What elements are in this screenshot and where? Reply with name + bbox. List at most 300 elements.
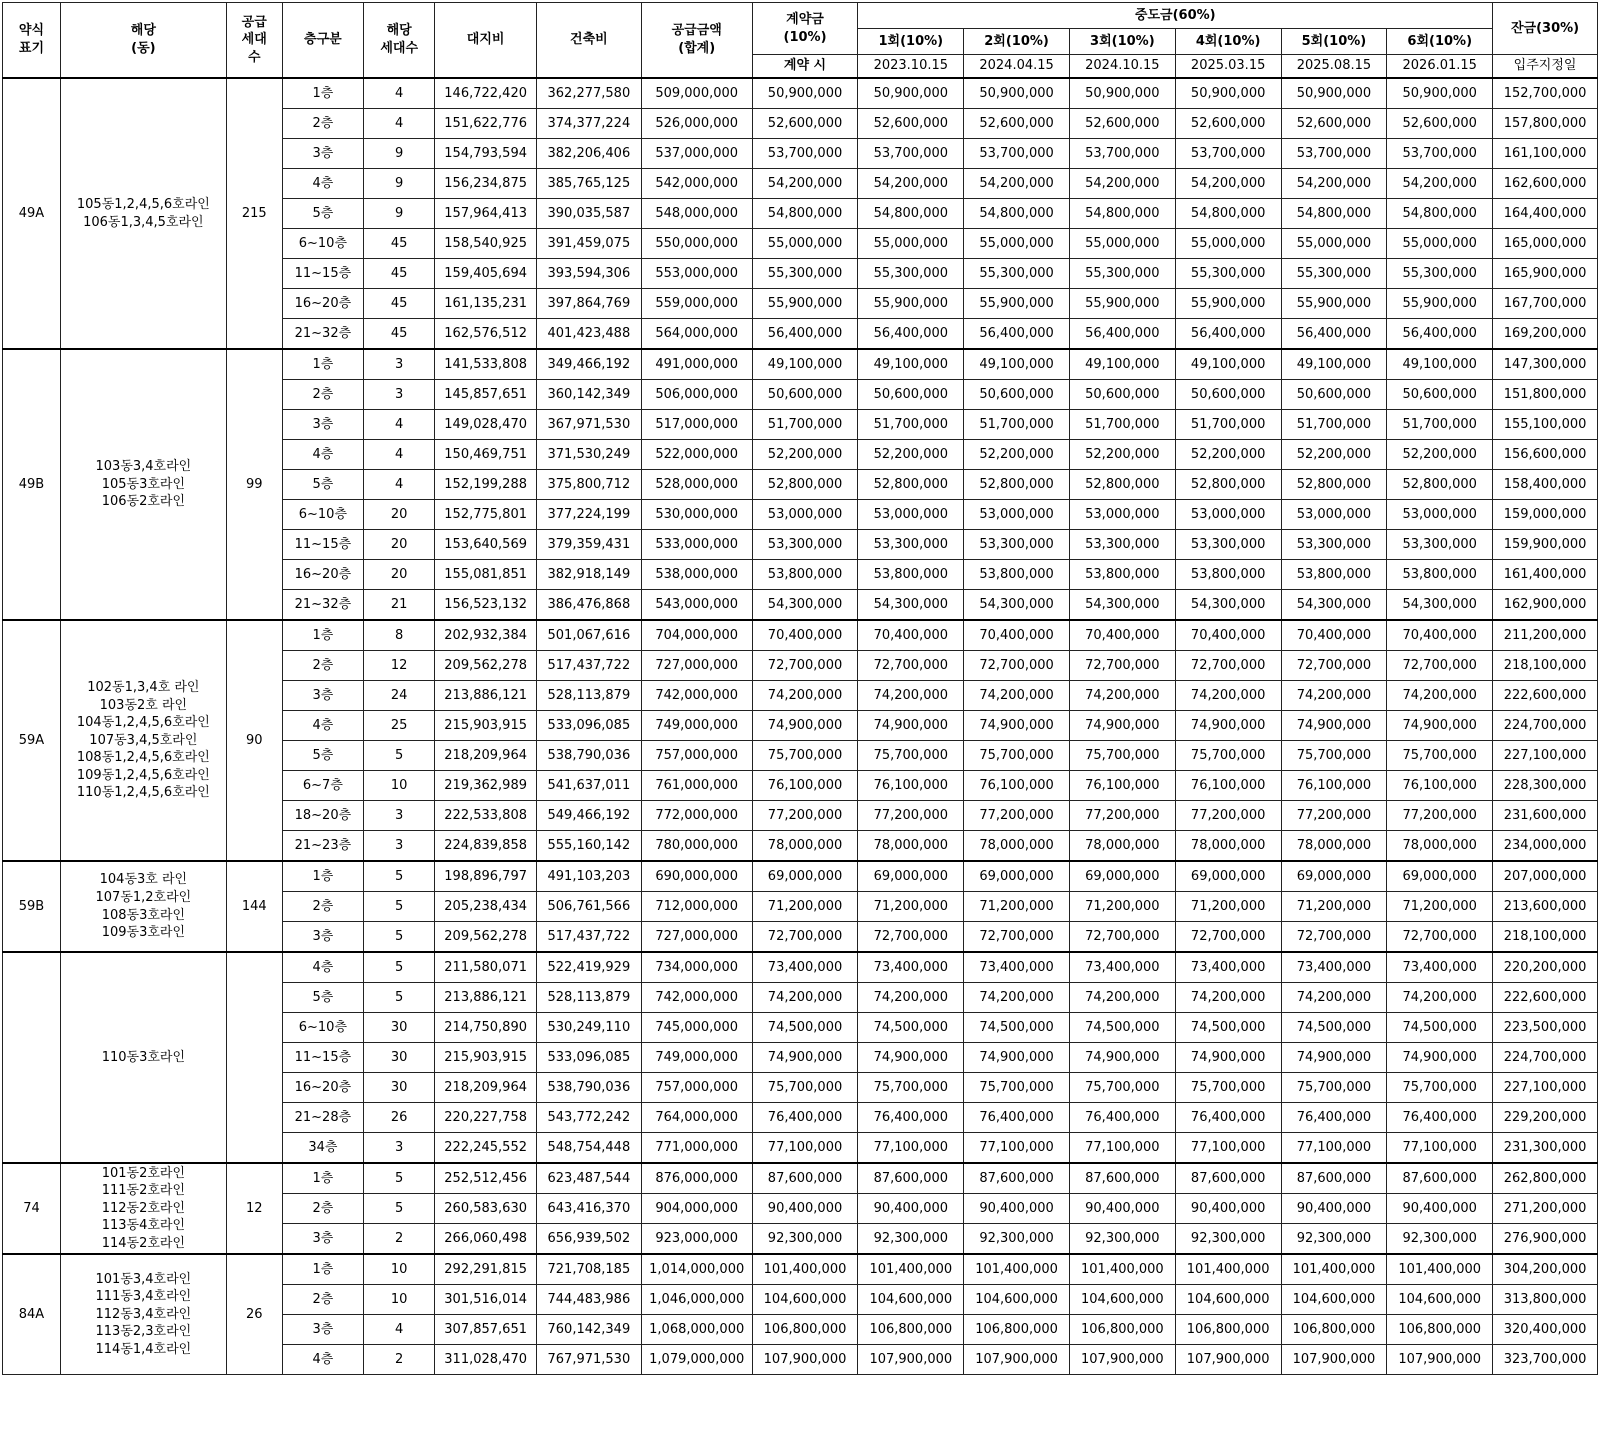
floor-cell: 2층: [282, 1194, 363, 1224]
deposit-cell: 72,700,000: [752, 651, 858, 681]
installment-cell-3: 54,800,000: [1069, 199, 1175, 229]
supply-amount-cell: 764,000,000: [641, 1103, 752, 1133]
dong-line: 101동3,4호라인: [95, 1271, 192, 1287]
balance-cell: 155,100,000: [1493, 410, 1598, 440]
header-deposit: 계약금 (10%): [752, 3, 858, 55]
deposit-cell: 101,400,000: [752, 1254, 858, 1285]
header-installment-2: 2회(10%): [964, 29, 1070, 55]
building-cost-cell: 360,142,349: [537, 380, 642, 410]
deposit-cell: 74,200,000: [752, 681, 858, 711]
land-cost-cell: 159,405,694: [435, 259, 537, 289]
building-cost-cell: 491,103,203: [537, 861, 642, 892]
supply-amount-cell: 745,000,000: [641, 1013, 752, 1043]
installment-cell-3: 49,100,000: [1069, 349, 1175, 380]
installment-cell-3: 74,900,000: [1069, 1043, 1175, 1073]
balance-cell: 218,100,000: [1493, 651, 1598, 681]
header-floor: 층구분: [282, 3, 363, 79]
balance-cell: 159,900,000: [1493, 530, 1598, 560]
dong-line: 109동3호라인: [101, 925, 186, 941]
installment-cell-6: 74,200,000: [1387, 681, 1493, 711]
building-cost-cell: 549,466,192: [537, 801, 642, 831]
floor-cell: 3층: [282, 922, 363, 953]
building-cost-cell: 397,864,769: [537, 289, 642, 319]
building-cost-cell: 541,637,011: [537, 771, 642, 801]
installment-cell-2: 78,000,000: [964, 831, 1070, 862]
installment-cell-5: 70,400,000: [1281, 620, 1387, 651]
land-cost-cell: 301,516,014: [435, 1285, 537, 1315]
installment-cell-2: 55,000,000: [964, 229, 1070, 259]
units-cell: 5: [364, 922, 435, 953]
building-cost-cell: 517,437,722: [537, 922, 642, 953]
dong-line: 110동3호라인: [101, 1049, 186, 1065]
installment-cell-3: 87,600,000: [1069, 1163, 1175, 1194]
installment-cell-3: 50,600,000: [1069, 380, 1175, 410]
building-cost-cell: 643,416,370: [537, 1194, 642, 1224]
building-cost-cell: 767,971,530: [537, 1345, 642, 1375]
installment-cell-3: 106,800,000: [1069, 1315, 1175, 1345]
installment-cell-4: 52,200,000: [1175, 440, 1281, 470]
installment-cell-1: 50,900,000: [858, 78, 964, 109]
installment-cell-3: 104,600,000: [1069, 1285, 1175, 1315]
installment-cell-1: 49,100,000: [858, 349, 964, 380]
installment-cell-3: 51,700,000: [1069, 410, 1175, 440]
installment-cell-3: 52,600,000: [1069, 109, 1175, 139]
installment-cell-6: 106,800,000: [1387, 1315, 1493, 1345]
installment-cell-6: 52,800,000: [1387, 470, 1493, 500]
balance-cell: 231,600,000: [1493, 801, 1598, 831]
header-installment-6: 6회(10%): [1387, 29, 1493, 55]
deposit-cell: 52,600,000: [752, 109, 858, 139]
land-cost-cell: 292,291,815: [435, 1254, 537, 1285]
installment-cell-5: 74,200,000: [1281, 681, 1387, 711]
header-units: 해당 세대수: [364, 3, 435, 79]
floor-cell: 1층: [282, 349, 363, 380]
deposit-cell: 77,200,000: [752, 801, 858, 831]
deposit-cell: 55,000,000: [752, 229, 858, 259]
installment-cell-3: 74,200,000: [1069, 983, 1175, 1013]
deposit-cell: 53,700,000: [752, 139, 858, 169]
installment-cell-4: 69,000,000: [1175, 861, 1281, 892]
installment-cell-6: 50,900,000: [1387, 78, 1493, 109]
installment-cell-5: 75,700,000: [1281, 1073, 1387, 1103]
installment-cell-2: 52,800,000: [964, 470, 1070, 500]
installment-cell-3: 101,400,000: [1069, 1254, 1175, 1285]
deposit-cell: 53,800,000: [752, 560, 858, 590]
installment-cell-3: 72,700,000: [1069, 922, 1175, 953]
units-cell: 45: [364, 229, 435, 259]
units-cell: 45: [364, 259, 435, 289]
units-cell: 5: [364, 861, 435, 892]
deposit-cell: 74,900,000: [752, 1043, 858, 1073]
dong-line: 114동2호라인: [101, 1235, 186, 1251]
supply-amount-cell: 690,000,000: [641, 861, 752, 892]
dong-cell: [60, 1254, 226, 1375]
supply-amount-cell: 506,000,000: [641, 380, 752, 410]
installment-cell-5: 73,400,000: [1281, 952, 1387, 983]
installment-cell-6: 74,200,000: [1387, 983, 1493, 1013]
deposit-cell: 92,300,000: [752, 1224, 858, 1255]
installment-cell-5: 77,200,000: [1281, 801, 1387, 831]
installment-cell-5: 72,700,000: [1281, 651, 1387, 681]
installment-cell-4: 75,700,000: [1175, 741, 1281, 771]
dong-cell: [60, 861, 226, 952]
installment-cell-5: 50,600,000: [1281, 380, 1387, 410]
installment-cell-5: 74,500,000: [1281, 1013, 1387, 1043]
installment-cell-3: 53,700,000: [1069, 139, 1175, 169]
installment-cell-6: 77,200,000: [1387, 801, 1493, 831]
installment-cell-4: 56,400,000: [1175, 319, 1281, 350]
land-cost-cell: 141,533,808: [435, 349, 537, 380]
installment-cell-5: 52,600,000: [1281, 109, 1387, 139]
installment-cell-1: 90,400,000: [858, 1194, 964, 1224]
installment-cell-5: 52,800,000: [1281, 470, 1387, 500]
floor-cell: 1층: [282, 861, 363, 892]
balance-cell: 165,000,000: [1493, 229, 1598, 259]
dong-line: 107동1,2호라인: [95, 889, 192, 905]
floor-cell: 11~15층: [282, 530, 363, 560]
installment-cell-3: 75,700,000: [1069, 1073, 1175, 1103]
land-cost-cell: 198,896,797: [435, 861, 537, 892]
balance-cell: 224,700,000: [1493, 711, 1598, 741]
installment-cell-4: 53,700,000: [1175, 139, 1281, 169]
installment-cell-5: 72,700,000: [1281, 922, 1387, 953]
installment-cell-1: 74,200,000: [858, 983, 964, 1013]
installment-cell-3: 72,700,000: [1069, 651, 1175, 681]
supply-amount-cell: 876,000,000: [641, 1163, 752, 1194]
installment-cell-5: 54,800,000: [1281, 199, 1387, 229]
installment-cell-1: 72,700,000: [858, 651, 964, 681]
balance-when: 입주지정일: [1493, 55, 1598, 79]
deposit-cell: 52,800,000: [752, 470, 858, 500]
units-cell: 21: [364, 590, 435, 621]
type-cell: [3, 952, 61, 1163]
header-installment-3: 3회(10%): [1069, 29, 1175, 55]
installment-cell-6: 76,400,000: [1387, 1103, 1493, 1133]
installment-cell-6: 74,900,000: [1387, 1043, 1493, 1073]
deposit-cell: 73,400,000: [752, 952, 858, 983]
table-body: [3, 78, 1598, 1375]
installment-cell-6: 71,200,000: [1387, 892, 1493, 922]
installment-cell-6: 70,400,000: [1387, 620, 1493, 651]
building-cost-cell: 744,483,986: [537, 1285, 642, 1315]
balance-cell: 304,200,000: [1493, 1254, 1598, 1285]
installment-cell-5: 77,100,000: [1281, 1133, 1387, 1164]
units-cell: 45: [364, 289, 435, 319]
land-cost-cell: 211,580,071: [435, 952, 537, 983]
units-cell: 5: [364, 1194, 435, 1224]
installment-cell-6: 75,700,000: [1387, 741, 1493, 771]
supply-units-cell: 215: [226, 78, 282, 349]
land-cost-cell: 220,227,758: [435, 1103, 537, 1133]
floor-cell: 4층: [282, 711, 363, 741]
installment-cell-6: 54,300,000: [1387, 590, 1493, 621]
units-cell: 5: [364, 1163, 435, 1194]
building-cost-cell: 371,530,249: [537, 440, 642, 470]
installment-cell-4: 50,900,000: [1175, 78, 1281, 109]
balance-cell: 159,000,000: [1493, 500, 1598, 530]
installment-cell-2: 53,300,000: [964, 530, 1070, 560]
supply-amount-cell: 517,000,000: [641, 410, 752, 440]
deposit-cell: 52,200,000: [752, 440, 858, 470]
installment-cell-2: 74,200,000: [964, 681, 1070, 711]
floor-cell: 2층: [282, 892, 363, 922]
installment-cell-2: 49,100,000: [964, 349, 1070, 380]
land-cost-cell: 155,081,851: [435, 560, 537, 590]
balance-cell: 271,200,000: [1493, 1194, 1598, 1224]
units-cell: 3: [364, 801, 435, 831]
installment-cell-1: 54,800,000: [858, 199, 964, 229]
units-cell: 12: [364, 651, 435, 681]
units-cell: 4: [364, 109, 435, 139]
balance-cell: 231,300,000: [1493, 1133, 1598, 1164]
land-cost-cell: 150,469,751: [435, 440, 537, 470]
dong-line: 103동2호 라인: [99, 697, 188, 713]
installment-cell-6: 49,100,000: [1387, 349, 1493, 380]
installment-cell-6: 87,600,000: [1387, 1163, 1493, 1194]
supply-amount-cell: 537,000,000: [641, 139, 752, 169]
deposit-cell: 53,300,000: [752, 530, 858, 560]
installment-cell-2: 87,600,000: [964, 1163, 1070, 1194]
installment-cell-1: 77,100,000: [858, 1133, 964, 1164]
dong-line: 102동1,3,4호 라인: [87, 680, 200, 696]
units-cell: 3: [364, 380, 435, 410]
supply-amount-cell: 1,046,000,000: [641, 1285, 752, 1315]
building-cost-cell: 543,772,242: [537, 1103, 642, 1133]
balance-cell: 167,700,000: [1493, 289, 1598, 319]
balance-cell: 313,800,000: [1493, 1285, 1598, 1315]
installment-cell-4: 76,400,000: [1175, 1103, 1281, 1133]
dong-line: 105동1,2,4,5,6호라인: [76, 196, 210, 212]
installment-cell-3: 56,400,000: [1069, 319, 1175, 350]
installment-cell-1: 53,800,000: [858, 560, 964, 590]
installment-cell-4: 74,200,000: [1175, 983, 1281, 1013]
installment-cell-1: 77,200,000: [858, 801, 964, 831]
deposit-cell: 51,700,000: [752, 410, 858, 440]
installment-cell-6: 72,700,000: [1387, 922, 1493, 953]
installment-cell-6: 56,400,000: [1387, 319, 1493, 350]
installment-cell-3: 53,800,000: [1069, 560, 1175, 590]
units-cell: 4: [364, 440, 435, 470]
installment-cell-4: 53,000,000: [1175, 500, 1281, 530]
balance-cell: 228,300,000: [1493, 771, 1598, 801]
dong-line: 110동1,2,4,5,6호라인: [76, 785, 210, 801]
floor-cell: 6~7층: [282, 771, 363, 801]
installment-cell-4: 76,100,000: [1175, 771, 1281, 801]
installment-cell-2: 50,600,000: [964, 380, 1070, 410]
land-cost-cell: 161,135,231: [435, 289, 537, 319]
deposit-cell: 74,900,000: [752, 711, 858, 741]
building-cost-cell: 362,277,580: [537, 78, 642, 109]
installment-cell-5: 74,900,000: [1281, 1043, 1387, 1073]
installment-cell-6: 77,100,000: [1387, 1133, 1493, 1164]
installment-cell-3: 54,200,000: [1069, 169, 1175, 199]
floor-cell: 16~20층: [282, 289, 363, 319]
supply-amount-cell: 1,014,000,000: [641, 1254, 752, 1285]
balance-cell: 227,100,000: [1493, 1073, 1598, 1103]
land-cost-cell: 205,238,434: [435, 892, 537, 922]
installment-cell-2: 51,700,000: [964, 410, 1070, 440]
installment-cell-2: 53,000,000: [964, 500, 1070, 530]
installment-cell-1: 104,600,000: [858, 1285, 964, 1315]
installment-cell-5: 49,100,000: [1281, 349, 1387, 380]
installment-cell-2: 104,600,000: [964, 1285, 1070, 1315]
deposit-cell: 50,900,000: [752, 78, 858, 109]
building-cost-cell: 656,939,502: [537, 1224, 642, 1255]
installment-cell-6: 92,300,000: [1387, 1224, 1493, 1255]
land-cost-cell: 219,362,989: [435, 771, 537, 801]
balance-cell: 223,500,000: [1493, 1013, 1598, 1043]
dong-line: 105동3호라인: [101, 476, 186, 492]
installment-cell-1: 50,600,000: [858, 380, 964, 410]
installment-cell-4: 55,000,000: [1175, 229, 1281, 259]
installment-cell-2: 69,000,000: [964, 861, 1070, 892]
deposit-cell: 54,300,000: [752, 590, 858, 621]
deposit-cell: 75,700,000: [752, 741, 858, 771]
installment-cell-3: 90,400,000: [1069, 1194, 1175, 1224]
installment-cell-3: 74,500,000: [1069, 1013, 1175, 1043]
deposit-when: 계약 시: [752, 55, 858, 79]
dong-line: 111동3,4호라인: [95, 1289, 192, 1305]
installment-cell-1: 75,700,000: [858, 741, 964, 771]
installment-cell-3: 50,900,000: [1069, 78, 1175, 109]
installment-cell-5: 55,900,000: [1281, 289, 1387, 319]
installment-cell-1: 55,000,000: [858, 229, 964, 259]
installment-cell-4: 73,400,000: [1175, 952, 1281, 983]
header-installment-1: 1회(10%): [858, 29, 964, 55]
units-cell: 2: [364, 1345, 435, 1375]
type-cell: 49A: [3, 78, 61, 349]
land-cost-cell: 215,903,915: [435, 711, 537, 741]
balance-cell: 169,200,000: [1493, 319, 1598, 350]
building-cost-cell: 501,067,616: [537, 620, 642, 651]
land-cost-cell: 145,857,651: [435, 380, 537, 410]
installment-cell-3: 69,000,000: [1069, 861, 1175, 892]
units-cell: 3: [364, 831, 435, 862]
building-cost-cell: 530,249,110: [537, 1013, 642, 1043]
units-cell: 3: [364, 349, 435, 380]
installment-cell-5: 53,000,000: [1281, 500, 1387, 530]
supply-amount-cell: 538,000,000: [641, 560, 752, 590]
balance-cell: 222,600,000: [1493, 983, 1598, 1013]
building-cost-cell: 533,096,085: [537, 711, 642, 741]
land-cost-cell: 218,209,964: [435, 741, 537, 771]
floor-cell: 5층: [282, 470, 363, 500]
building-cost-cell: 390,035,587: [537, 199, 642, 229]
deposit-cell: 49,100,000: [752, 349, 858, 380]
supply-units-cell: 99: [226, 349, 282, 620]
land-cost-cell: 213,886,121: [435, 983, 537, 1013]
installment-cell-6: 55,000,000: [1387, 229, 1493, 259]
building-cost-cell: 528,113,879: [537, 983, 642, 1013]
land-cost-cell: 214,750,890: [435, 1013, 537, 1043]
installment-cell-4: 101,400,000: [1175, 1254, 1281, 1285]
floor-cell: 6~10층: [282, 1013, 363, 1043]
land-cost-cell: 266,060,498: [435, 1224, 537, 1255]
installment-cell-6: 73,400,000: [1387, 952, 1493, 983]
floor-cell: 16~20층: [282, 560, 363, 590]
installment-cell-5: 53,300,000: [1281, 530, 1387, 560]
units-cell: 26: [364, 1103, 435, 1133]
installment-cell-1: 73,400,000: [858, 952, 964, 983]
installment-cell-4: 51,700,000: [1175, 410, 1281, 440]
installment-cell-3: 54,300,000: [1069, 590, 1175, 621]
installment-cell-5: 52,200,000: [1281, 440, 1387, 470]
installment-cell-4: 54,800,000: [1175, 199, 1281, 229]
land-cost-cell: 156,234,875: [435, 169, 537, 199]
table-row: [3, 78, 1598, 109]
building-cost-cell: 393,594,306: [537, 259, 642, 289]
floor-cell: 3층: [282, 681, 363, 711]
installment-cell-4: 74,900,000: [1175, 1043, 1281, 1073]
supply-amount-cell: 491,000,000: [641, 349, 752, 380]
installment-cell-6: 69,000,000: [1387, 861, 1493, 892]
supply-amount-cell: 550,000,000: [641, 229, 752, 259]
deposit-cell: 106,800,000: [752, 1315, 858, 1345]
supply-units-cell: 144: [226, 861, 282, 952]
dong-line: 106동2호라인: [101, 494, 186, 510]
supply-amount-cell: 1,068,000,000: [641, 1315, 752, 1345]
installment-cell-4: 71,200,000: [1175, 892, 1281, 922]
balance-cell: 156,600,000: [1493, 440, 1598, 470]
installment-cell-1: 72,700,000: [858, 922, 964, 953]
deposit-cell: 55,300,000: [752, 259, 858, 289]
supply-amount-cell: 749,000,000: [641, 1043, 752, 1073]
units-cell: 4: [364, 78, 435, 109]
supply-amount-cell: 734,000,000: [641, 952, 752, 983]
deposit-cell: 107,900,000: [752, 1345, 858, 1375]
installment-cell-1: 53,000,000: [858, 500, 964, 530]
installment-cell-6: 52,600,000: [1387, 109, 1493, 139]
floor-cell: 3층: [282, 1315, 363, 1345]
installment-cell-3: 75,700,000: [1069, 741, 1175, 771]
installment-cell-4: 55,900,000: [1175, 289, 1281, 319]
deposit-cell: 72,700,000: [752, 922, 858, 953]
installment-cell-3: 55,000,000: [1069, 229, 1175, 259]
units-cell: 10: [364, 771, 435, 801]
installment-cell-1: 52,800,000: [858, 470, 964, 500]
land-cost-cell: 156,523,132: [435, 590, 537, 621]
table-row: [3, 620, 1598, 651]
units-cell: 30: [364, 1073, 435, 1103]
installment-cell-4: 55,300,000: [1175, 259, 1281, 289]
installment-cell-3: 53,300,000: [1069, 530, 1175, 560]
balance-cell: 157,800,000: [1493, 109, 1598, 139]
dong-cell: [60, 78, 226, 349]
installment-cell-6: 54,200,000: [1387, 169, 1493, 199]
supply-amount-cell: 727,000,000: [641, 651, 752, 681]
deposit-cell: 87,600,000: [752, 1163, 858, 1194]
units-cell: 24: [364, 681, 435, 711]
deposit-cell: 56,400,000: [752, 319, 858, 350]
header-installment-4: 4회(10%): [1175, 29, 1281, 55]
installment-cell-4: 90,400,000: [1175, 1194, 1281, 1224]
installment-cell-1: 54,300,000: [858, 590, 964, 621]
units-cell: 4: [364, 1315, 435, 1345]
floor-cell: 34층: [282, 1133, 363, 1164]
installment-cell-5: 101,400,000: [1281, 1254, 1387, 1285]
supply-amount-cell: 923,000,000: [641, 1224, 752, 1255]
building-cost-cell: 401,423,488: [537, 319, 642, 350]
units-cell: 20: [364, 530, 435, 560]
supply-amount-cell: 772,000,000: [641, 801, 752, 831]
installment-cell-3: 52,800,000: [1069, 470, 1175, 500]
installment-cell-5: 76,100,000: [1281, 771, 1387, 801]
floor-cell: 21~23층: [282, 831, 363, 862]
units-cell: 8: [364, 620, 435, 651]
header-middle: 중도금(60%): [858, 3, 1493, 29]
land-cost-cell: 202,932,384: [435, 620, 537, 651]
land-cost-cell: 218,209,964: [435, 1073, 537, 1103]
